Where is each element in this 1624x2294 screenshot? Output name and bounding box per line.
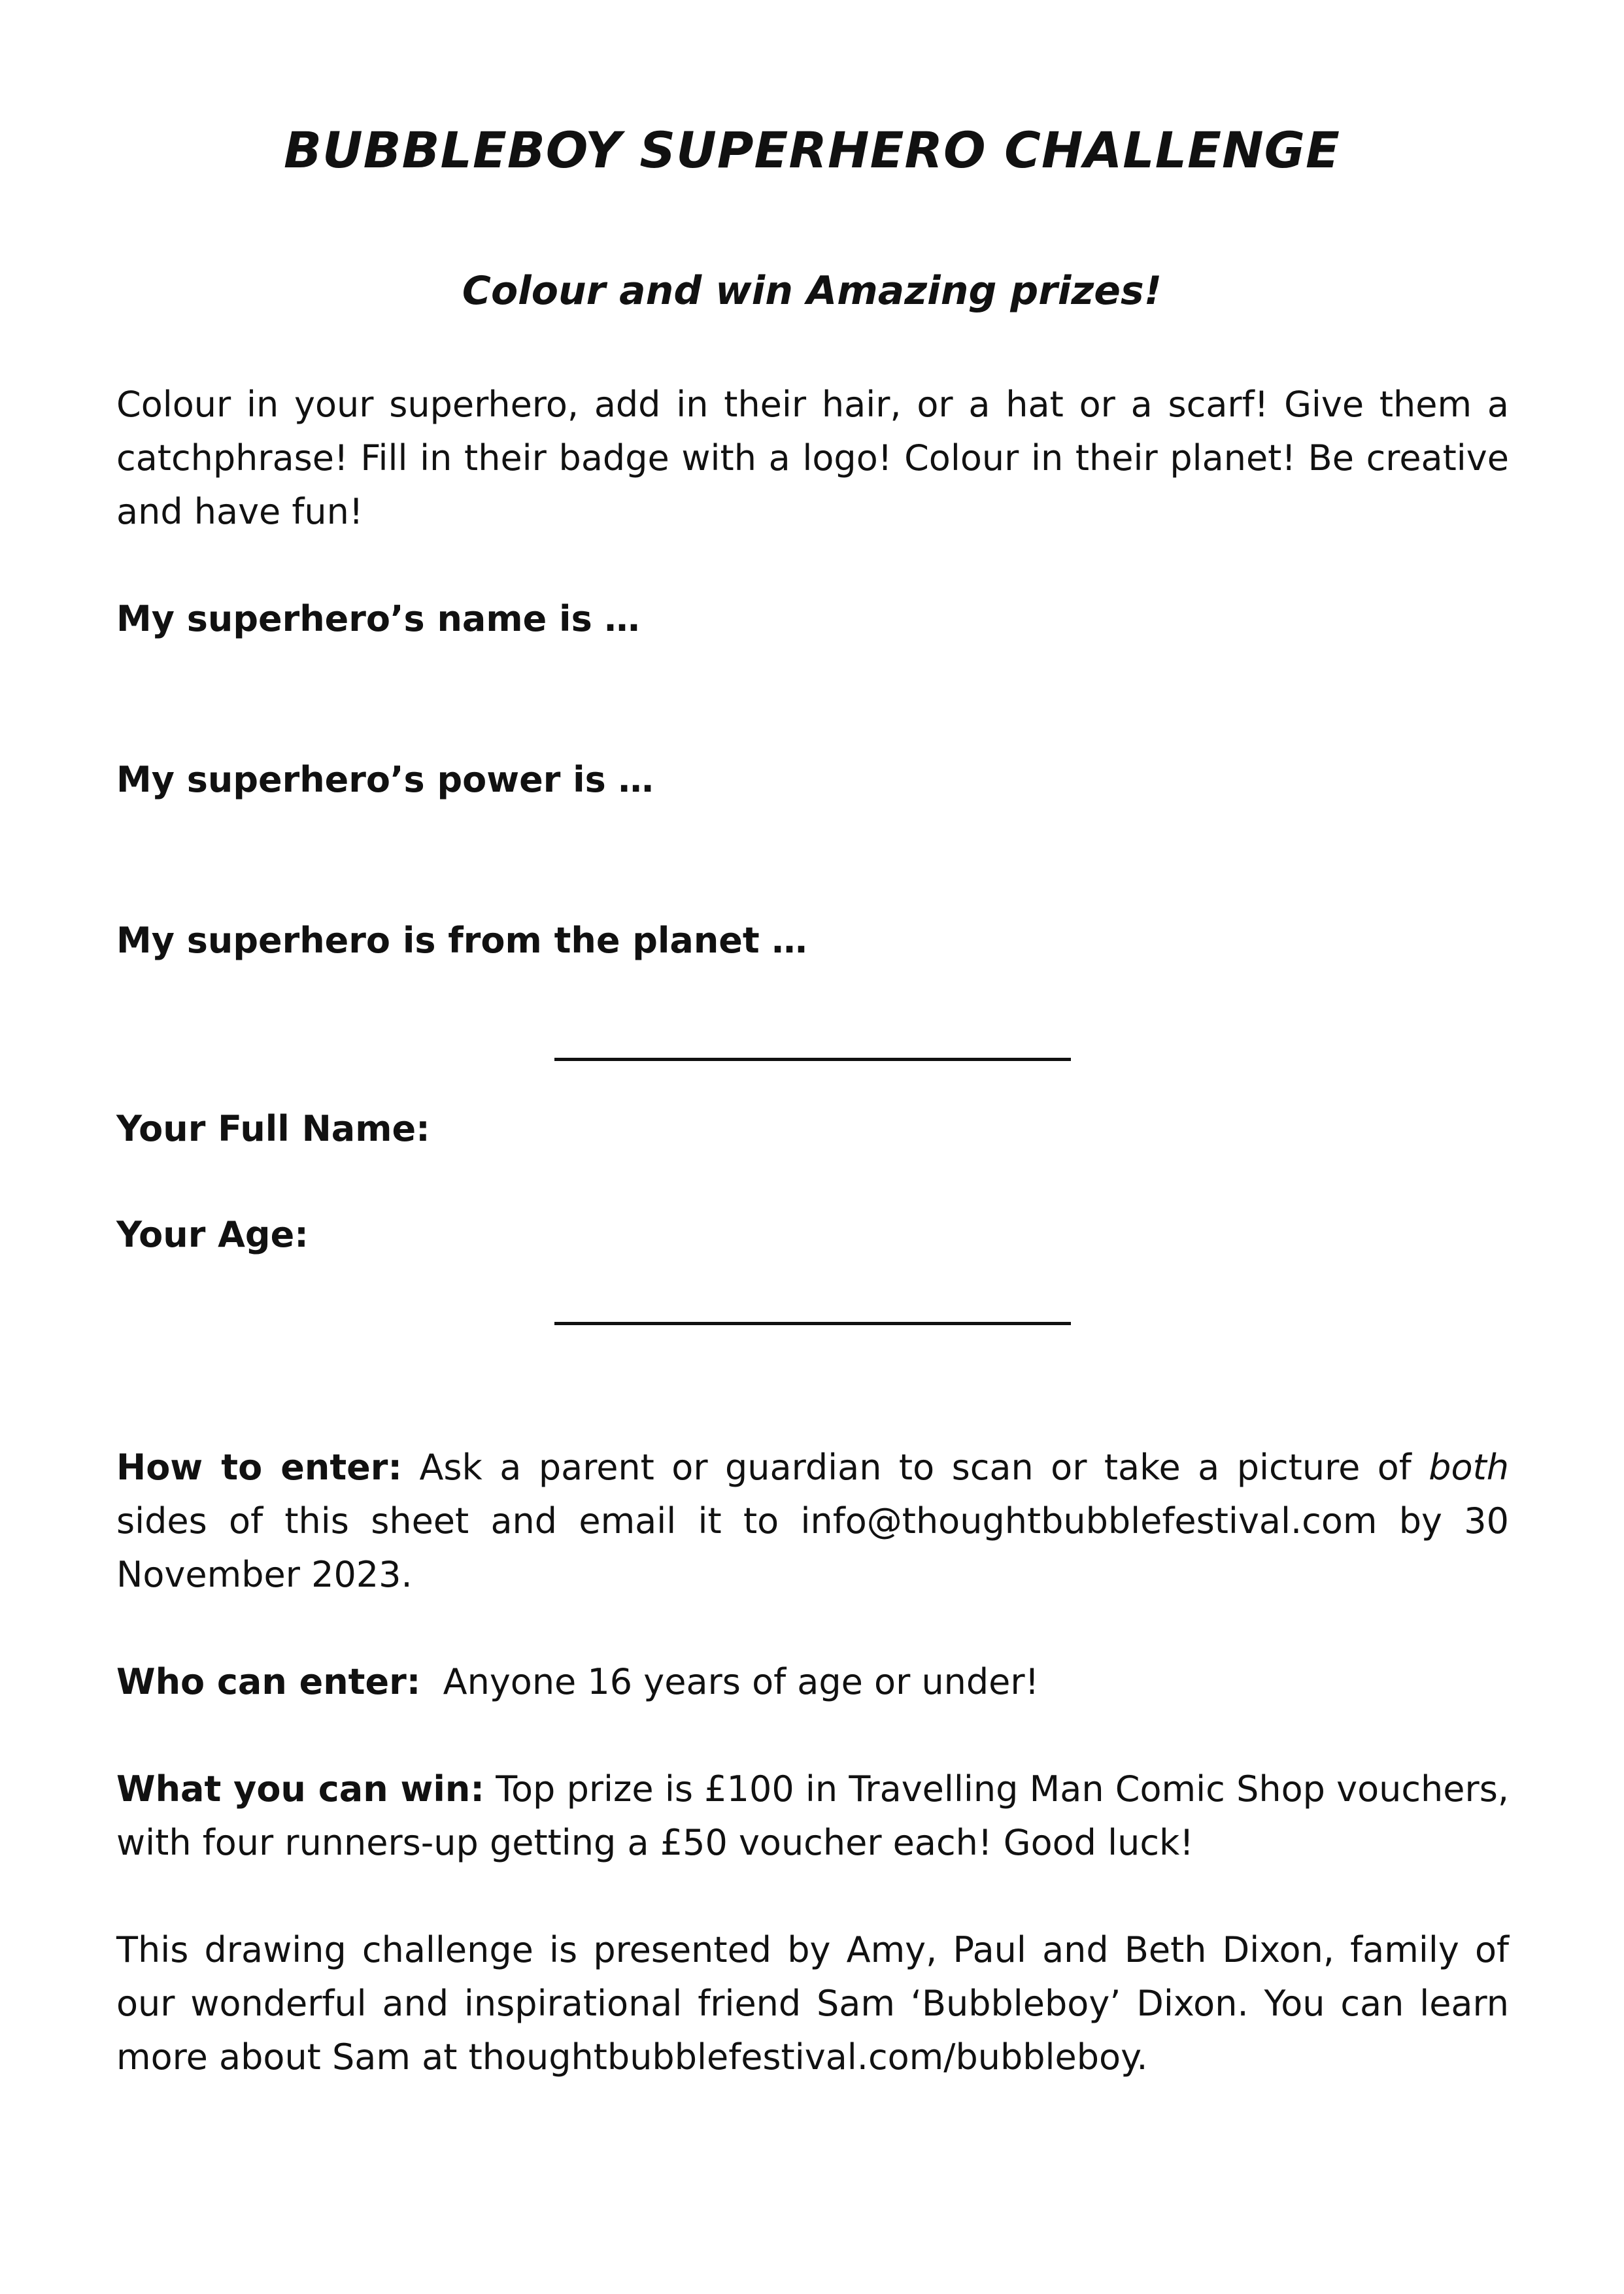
what-you-can-win-label: What you can win: [116, 1768, 484, 1810]
age-label: Your Age: [116, 1214, 309, 1255]
who-can-enter-text: Anyone 16 years of age or under! [420, 1661, 1040, 1702]
credits-paragraph: This drawing challenge is presented by Amy, Paul and Beth Dixon, family of our wonderful and inspirational friend Sam ‘Bubbleboy’ Dixon. You can learn more about Sam at thoughtbubblefestival.com/bubbleboy. [116, 1929, 1509, 2078]
full-name-label: Your Full Name: [116, 1108, 430, 1149]
what-you-can-win-paragraph [116, 1763, 1509, 1870]
superhero-name-prompt: My superhero’s name is … [116, 598, 640, 639]
page-title: BUBBLEBOY SUPERHERO CHALLENGE [284, 121, 1340, 179]
divider-bottom [554, 1322, 1071, 1325]
superhero-power-prompt: My superhero’s power is … [116, 759, 654, 800]
how-to-enter-paragraph [116, 1441, 1509, 1602]
how-to-enter-text-end: sides of this sheet and email it to info@thoughtbubblefestival.com by 30 November 2023. [116, 1500, 1509, 1595]
intro-paragraph: Colour in your superhero, add in their hair, or a hat or a scarf! Give them a catchphrase! Fill in their badge with a logo! Colour in their planet! Be creative and have fun! [116, 384, 1509, 532]
what-you-can-win-text: Top prize is £100 in Travelling Man Comic Shop vouchers, with four runners-up getting a £50 voucher each! Good luck! [116, 1768, 1510, 1863]
who-can-enter-label: Who can enter: [116, 1661, 421, 1702]
superhero-planet-prompt: My superhero is from the planet … [116, 920, 807, 961]
who-can-enter-paragraph [116, 1655, 1509, 1709]
how-to-enter-emphasis: both [1429, 1447, 1509, 1488]
how-to-enter-label: How to enter: [116, 1447, 403, 1488]
page-subtitle: Colour and win Amazing prizes! [462, 268, 1162, 314]
how-to-enter-text-start: Ask a parent or guardian to scan or take a picture of [402, 1447, 1429, 1488]
divider-top [554, 1058, 1071, 1061]
